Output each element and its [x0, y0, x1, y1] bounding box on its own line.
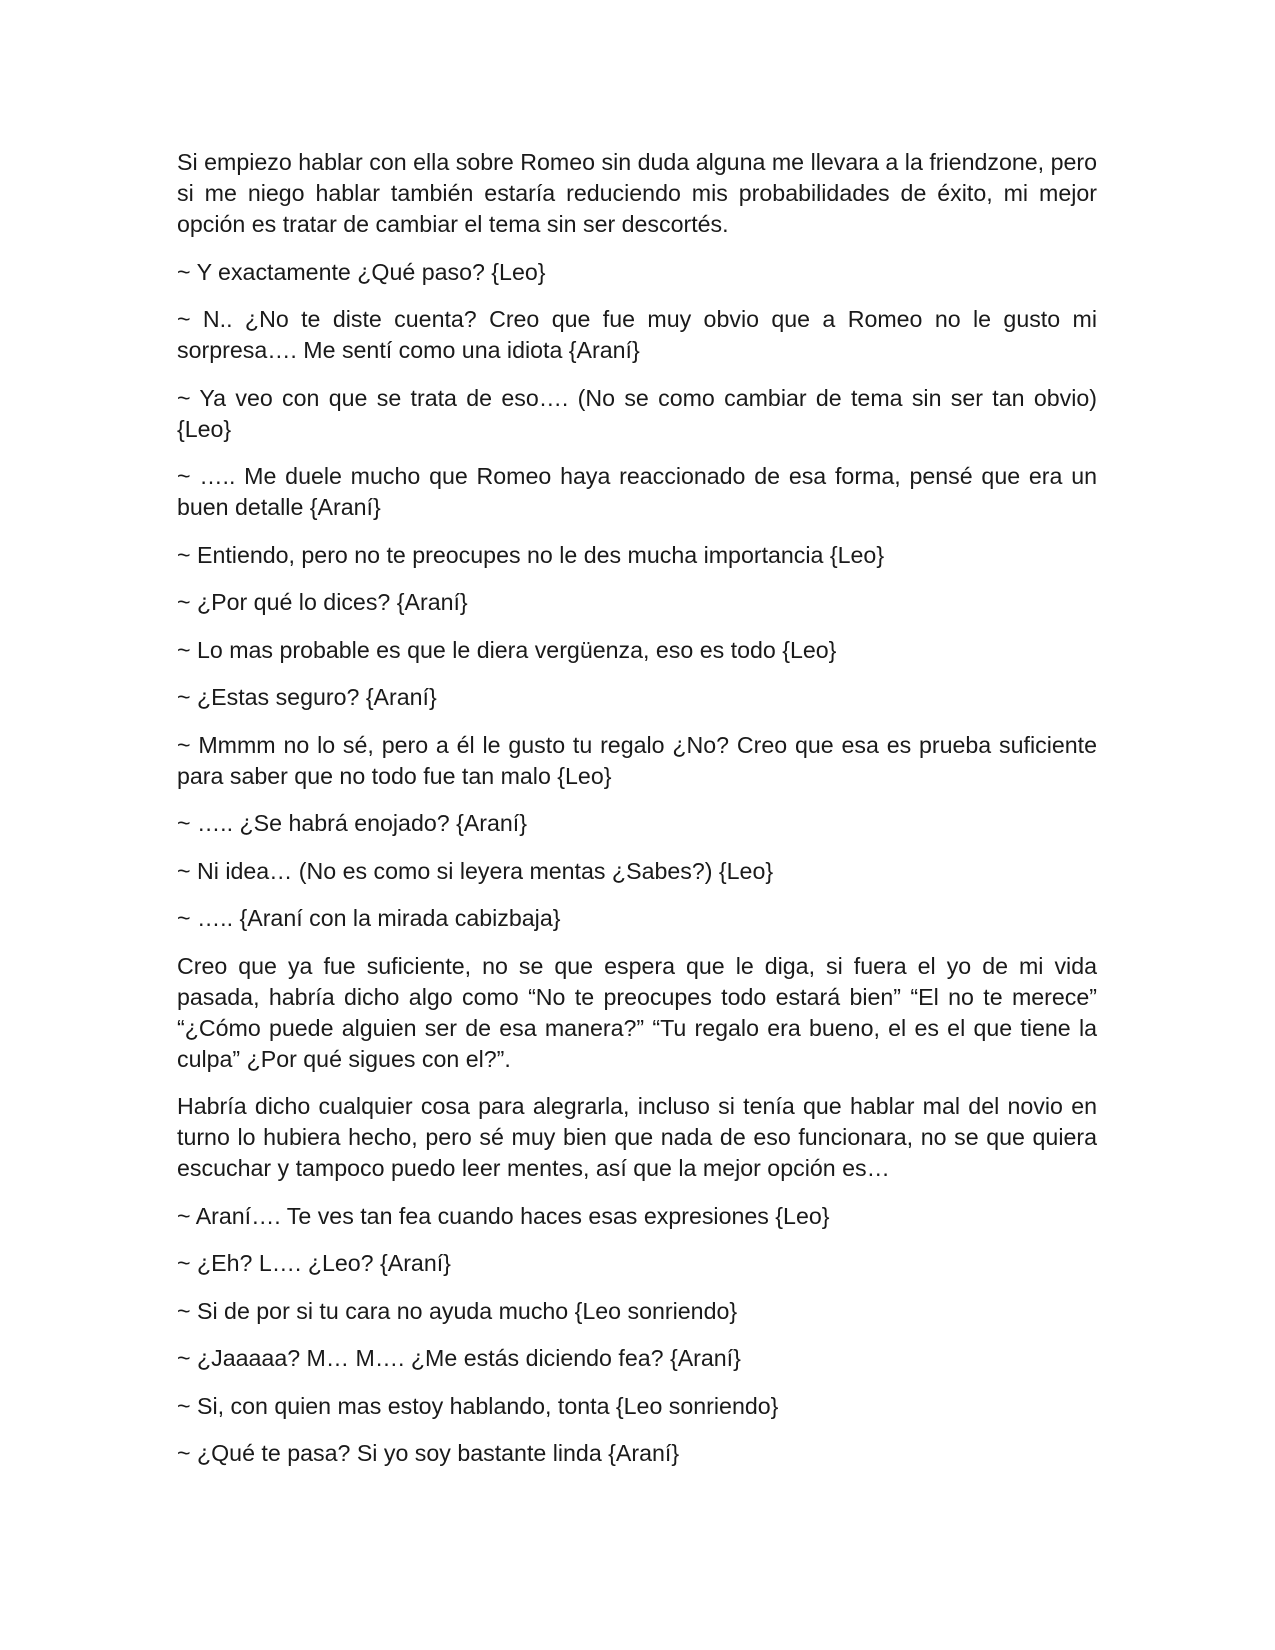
dialogue-line: ~ Y exactamente ¿Qué paso? {Leo}: [177, 258, 546, 285]
dialogue-line: ~ N.. ¿No te diste cuenta? Creo que fue muy obvio que a Romeo no le gusto mi sorpresa…. Me sentí como una idiota {Araní}: [177, 306, 1097, 363]
dialogue-line: ~ Entiendo, pero no te preocupes no le des mucha importancia {Leo}: [177, 541, 885, 568]
dialogue-line: ~ ….. ¿Se habrá enojado? {Araní}: [177, 810, 527, 836]
dialogue-line: ~ ….. {Araní con la mirada cabizbaja}: [177, 905, 561, 931]
dialogue-line: ~ ¿Jaaaaa? M… M…. ¿Me estás diciendo fea? {Araní}: [177, 1345, 741, 1371]
dialogue-line: ~ Araní…. Te ves tan fea cuando haces esas expresiones {Leo}: [177, 1202, 830, 1229]
dialogue-line: ~ Mmmm no lo sé, pero a él le gusto tu regalo ¿No? Creo que esa es prueba suficiente para saber que no todo fue tan malo {Leo}: [177, 731, 1097, 789]
dialogue-line: ~ ¿Estas seguro? {Araní}: [177, 684, 437, 710]
document-page: [177, 147, 1097, 1486]
narration-paragraph: Creo que ya fue suficiente, no se que espera que le diga, si fuera el yo de mi vida pasada, habría dicho algo como “No te preocupes todo estará bien” “El no te merece” “¿Cómo puede alguien ser de esa manera?” “Tu regalo era bueno, el es el que tiene la culpa” ¿Por qué sigues con el?”.: [177, 952, 1097, 1072]
dialogue-line: ~ Lo mas probable es que le diera vergüenza, eso es todo {Leo}: [177, 636, 837, 663]
narration-paragraph: Habría dicho cualquier cosa para alegrarla, incluso si tenía que hablar mal del novio en turno lo hubiera hecho, pero sé muy bien que nada de eso funcionara, no se que quiera escuchar y tampoco puedo leer mentes, así que la mejor opción es…: [177, 1093, 1097, 1181]
dialogue-line: ~ ….. Me duele mucho que Romeo haya reaccionado de esa forma, pensé que era un buen detalle {Araní}: [177, 463, 1097, 520]
dialogue-line: ~ ¿Eh? L…. ¿Leo? {Araní}: [177, 1250, 451, 1276]
dialogue-line: ~ ¿Por qué lo dices? {Araní}: [177, 589, 468, 615]
dialogue-line: ~ Ni idea… (No es como si leyera mentas ¿Sabes?) {Leo}: [177, 857, 774, 884]
dialogue-line: ~ Si de por si tu cara no ayuda mucho {Leo sonriendo}: [177, 1297, 738, 1324]
dialogue-line: ~ Si, con quien mas estoy hablando, tonta {Leo sonriendo}: [177, 1392, 779, 1419]
narration-paragraph: Si empiezo hablar con ella sobre Romeo sin duda alguna me llevara a la friendzone, pero si me niego hablar también estaría reduciendo mis probabilidades de éxito, mi mejor opción es tratar de cambiar el tema sin ser descortés.: [177, 149, 1097, 237]
dialogue-line: ~ ¿Qué te pasa? Si yo soy bastante linda {Araní}: [177, 1440, 680, 1466]
dialogue-line: ~ Ya veo con que se trata de eso…. (No se como cambiar de tema sin ser tan obvio) {Leo}: [177, 384, 1097, 442]
